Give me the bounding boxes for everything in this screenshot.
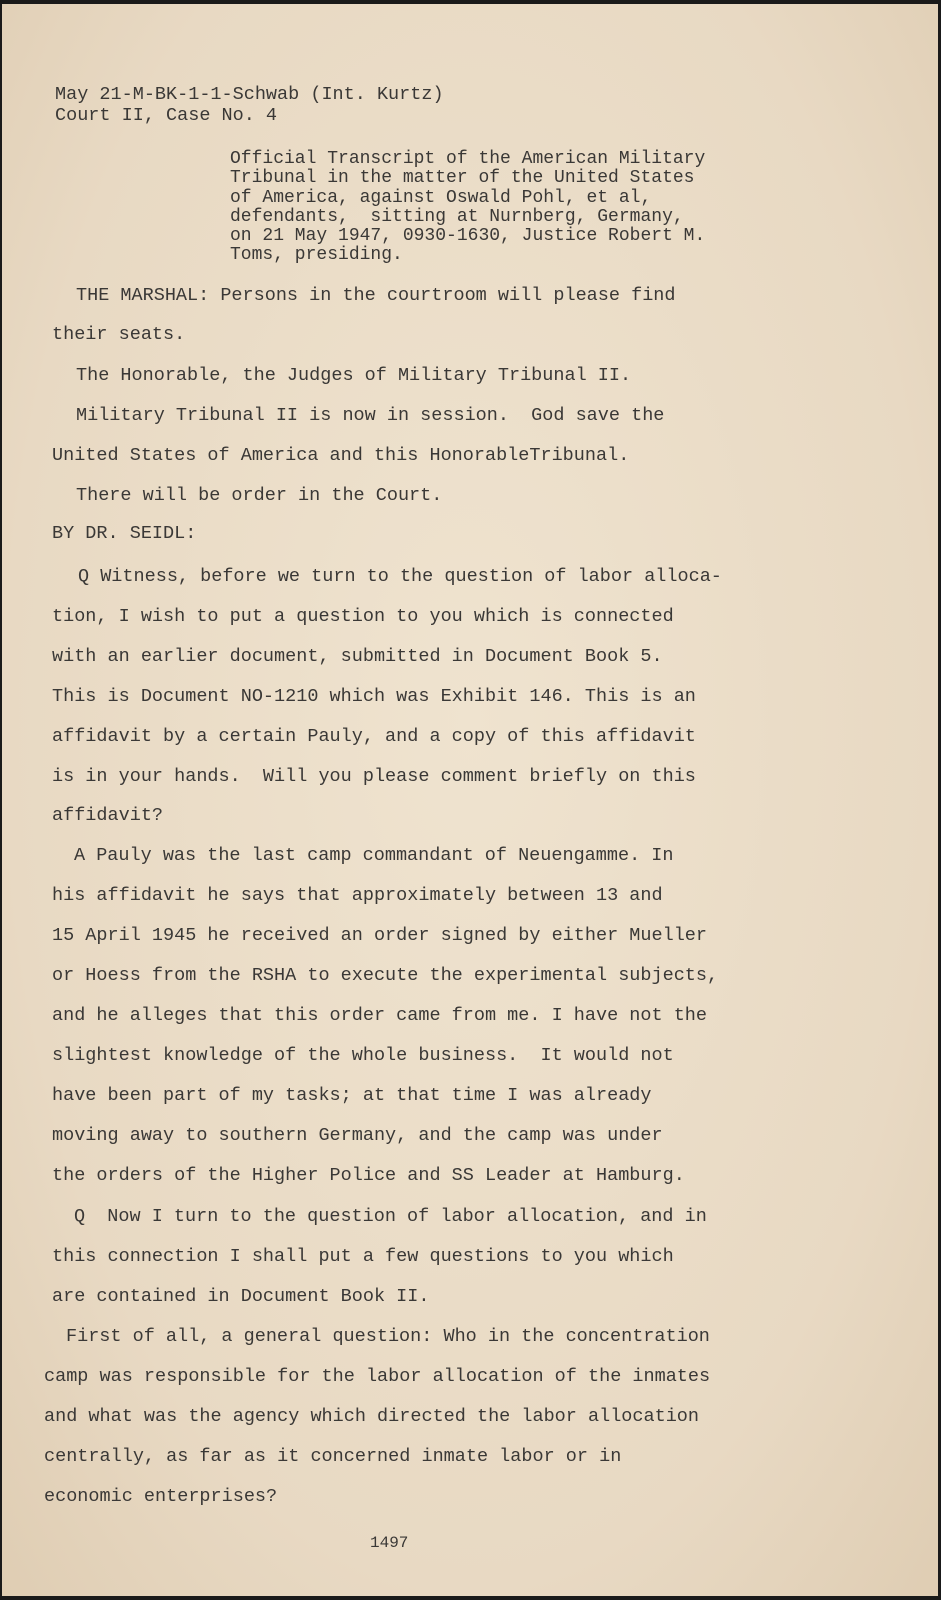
body-line: There will be order in the Court. (76, 485, 443, 506)
document-page (2, 4, 938, 1596)
body-line: The Honorable, the Judges of Military Tribunal II. (76, 365, 632, 386)
header-line-2: Court II, Case No. 4 (55, 105, 278, 126)
body-line: THE MARSHAL: Persons in the courtroom will please find (76, 285, 676, 306)
body-line: camp was responsible for the labor allocation of the inmates (44, 1366, 711, 1387)
body-line: 15 April 1945 he received an order signed by either Mueller (52, 925, 708, 946)
body-line: United States of America and this HonorableTribunal. (52, 445, 630, 466)
body-line: are contained in Document Book II. (52, 1286, 430, 1307)
body-line: moving away to southern Germany, and the camp was under (52, 1125, 663, 1146)
body-line: have been part of my tasks; at that time I was already (52, 1085, 652, 1106)
body-line: A Pauly was the last camp commandant of Neuengamme. In (74, 845, 674, 866)
body-line: tion, I wish to put a question to you which is connected (52, 606, 674, 627)
body-line: is in your hands. Will you please comment briefly on this (52, 766, 696, 787)
body-line: this connection I shall put a few questions to you which (52, 1246, 674, 1267)
body-line: affidavit by a certain Pauly, and a copy of this affidavit (52, 726, 696, 747)
body-line: centrally, as far as it concerned inmate labor or in (44, 1446, 622, 1467)
caption-line: on 21 May 1947, 0930-1630, Justice Robert M. (230, 226, 706, 247)
body-line: the orders of the Higher Police and SS Leader at Hamburg. (52, 1165, 685, 1186)
header-line-1: May 21-M-BK-1-1-Schwab (Int. Kurtz) (55, 84, 444, 105)
body-line: or Hoess from the RSHA to execute the experimental subjects, (52, 965, 719, 986)
body-line: This is Document NO-1210 which was Exhibit 146. This is an (52, 686, 696, 707)
caption-line: Toms, presiding. (230, 245, 403, 266)
caption-line: Tribunal in the matter of the United States (230, 168, 695, 189)
body-line: affidavit? (52, 805, 164, 826)
body-line: economic enterprises? (44, 1486, 278, 1507)
body-line: Q Witness, before we turn to the question of labor alloca- (78, 566, 722, 587)
caption-line: defendants, sitting at Nurnberg, Germany, (230, 206, 684, 227)
document-header (55, 84, 444, 126)
transcript-caption (230, 150, 705, 266)
body-line: Q Now I turn to the question of labor allocation, and in (74, 1206, 707, 1227)
body-line: slightest knowledge of the whole business. It would not (52, 1045, 674, 1066)
body-line: Military Tribunal II is now in session. God save the (76, 405, 665, 426)
body-line: and what was the agency which directed the labor allocation (44, 1406, 700, 1427)
body-line: and he alleges that this order came from me. I have not the (52, 1005, 708, 1026)
caption-line: of America, against Oswald Pohl, et al, (230, 187, 652, 208)
caption-line: Official Transcript of the American Military (230, 149, 706, 169)
body-line: First of all, a general question: Who in the concentration (66, 1326, 710, 1347)
page-number: 1497 (370, 1534, 409, 1552)
body-line: his affidavit he says that approximately between 13 and (52, 885, 663, 906)
body-line: BY DR. SEIDL: (52, 523, 197, 544)
body-line: with an earlier document, submitted in Document Book 5. (52, 646, 663, 667)
body-line: their seats. (52, 324, 186, 345)
